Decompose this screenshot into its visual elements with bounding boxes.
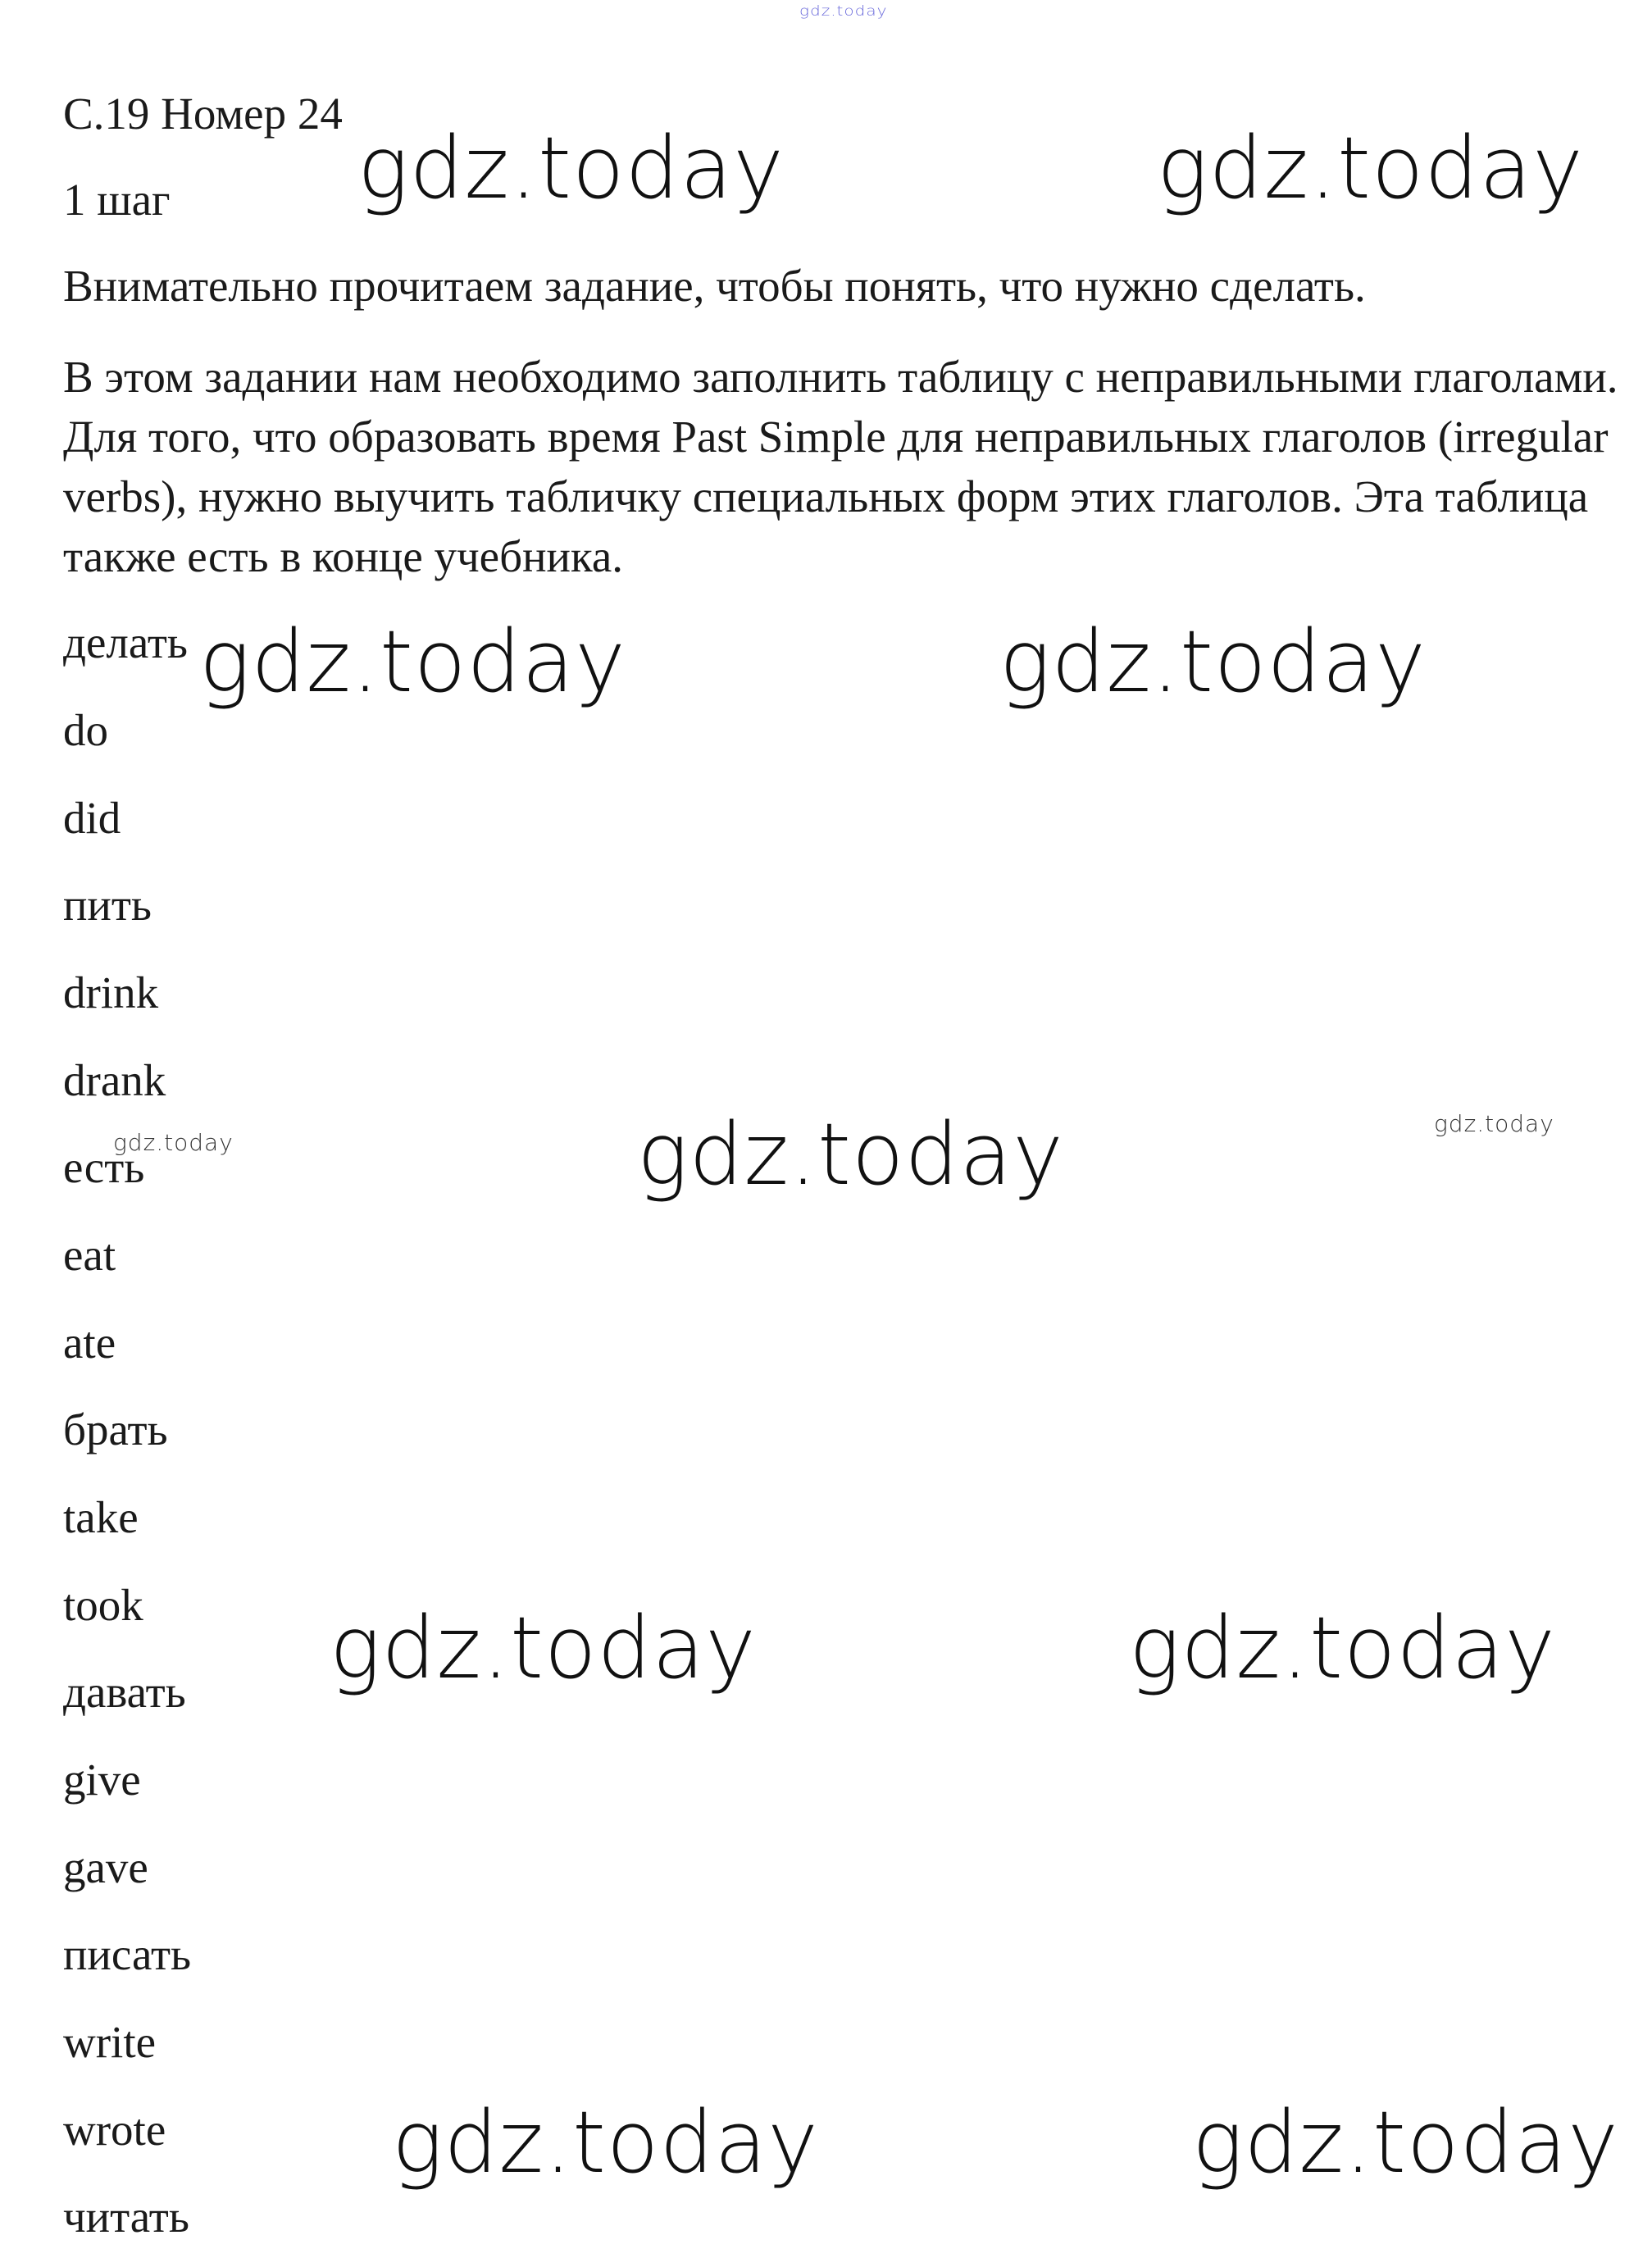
verb-list-item: делать — [63, 617, 188, 667]
verb-list-item: пить — [63, 880, 152, 930]
verb-list-item: drank — [63, 1055, 166, 1105]
verb-list-item: eat — [63, 1230, 116, 1280]
verb-list-item: do — [63, 705, 108, 755]
verb-list-item: брать — [63, 1404, 168, 1454]
verb-list-item: wrote — [63, 2105, 166, 2155]
verb-list-item: take — [63, 1492, 139, 1542]
watermark: gdz.today — [357, 118, 785, 218]
verb-list-item: took — [63, 1580, 143, 1630]
verb-list-item: давать — [63, 1667, 186, 1717]
watermark: gdz.today — [199, 612, 626, 712]
body-paragraph: В этом задании нам необходимо заполнить таблицу с неправильными глаголами. Для того, что образовать время Past Simple для неправильных глаголов (irregular verbs), нужно выучить табличку специальных форм этих глаголов. Эта таблица также есть в конце учебника. — [63, 352, 1618, 581]
verb-list-item: gave — [63, 1842, 148, 1892]
watermark: gdz.today — [392, 2092, 819, 2192]
watermark-small: gdz.today — [1434, 1110, 1554, 1137]
step-label: 1 шаг — [63, 175, 171, 225]
verb-list-item: drink — [63, 967, 159, 1017]
watermark: gdz.today — [637, 1104, 1064, 1204]
intro-paragraph: Внимательно прочитаем задание, чтобы понять, что нужно сделать. — [63, 261, 1366, 311]
watermark-top: gdz.today — [799, 2, 888, 20]
watermark: gdz.today — [330, 1598, 757, 1698]
verb-list-item: читать — [63, 2192, 189, 2242]
verb-list-item: есть — [63, 1142, 145, 1192]
verb-list-item: write — [63, 2017, 157, 2067]
watermark: gdz.today — [1157, 118, 1584, 218]
watermark-small: gdz.today — [113, 1129, 234, 1156]
verb-list-item: писать — [63, 1929, 192, 1979]
verb-list-item: give — [63, 1755, 141, 1805]
verb-list-item: ate — [63, 1318, 116, 1368]
watermark: gdz.today — [1129, 1598, 1556, 1698]
verb-list-item: did — [63, 793, 121, 843]
watermark: gdz.today — [999, 612, 1427, 712]
watermark: gdz.today — [1192, 2092, 1619, 2192]
page-title: С.19 Номер 24 — [63, 89, 343, 139]
